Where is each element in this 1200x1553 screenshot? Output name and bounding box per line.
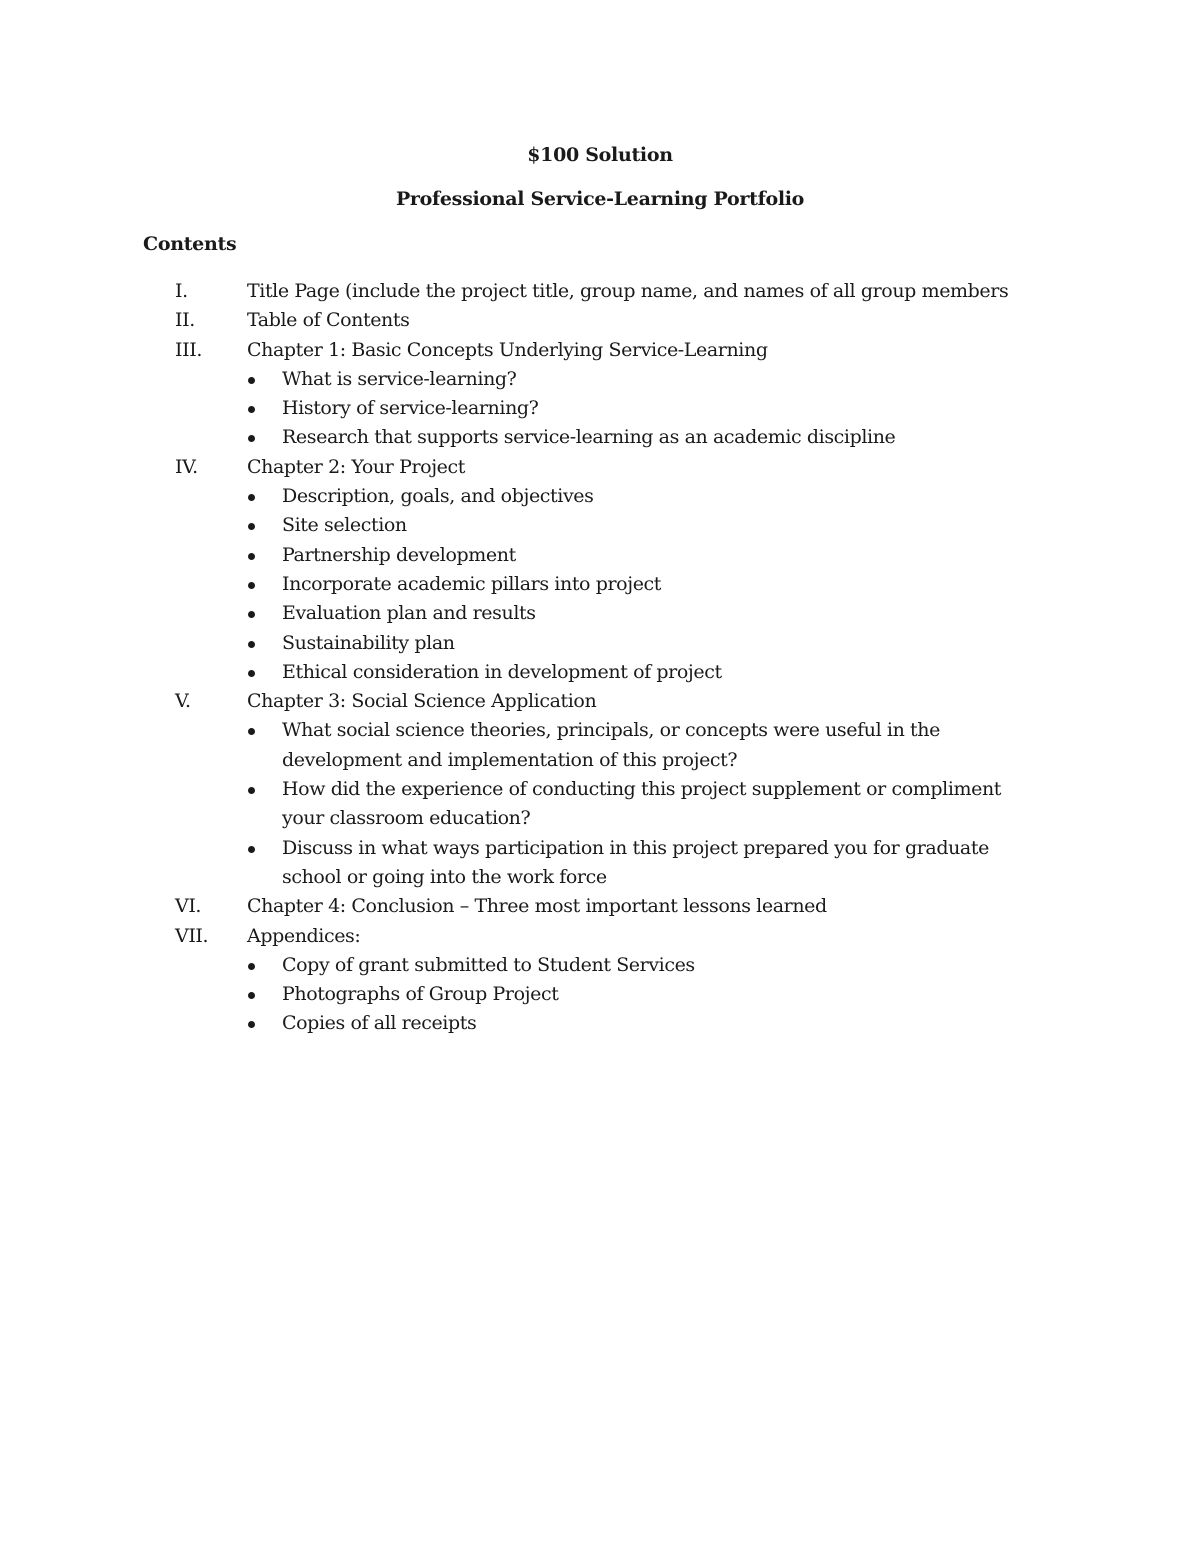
toc-sublist [0,365,1200,453]
bullet-icon [248,406,255,413]
toc-subitem [0,716,1022,775]
toc-subitem-text: Copy of grant submitted to Student Services [282,953,695,976]
toc-subitem-text: Ethical consideration in development of project [282,660,722,683]
toc-item-numeral: VI. [175,895,202,918]
bullet-icon [248,846,255,853]
contents-heading: Contents [143,233,237,255]
bullet-icon [248,435,255,442]
toc-subitem [0,570,1022,599]
bullet-icon [248,494,255,501]
toc-subitem-text: What social science theories, principals, or concepts were useful in the development and implementation of this project? [282,719,940,771]
toc-item-numeral: I. [175,280,188,302]
toc-subitem [0,599,1022,628]
toc-subitem [0,482,1022,511]
toc-subitem-text: Incorporate academic pillars into project [282,572,662,595]
toc-item-label: Appendices: [247,924,361,947]
toc-item-numeral: VII. [175,924,209,947]
bullet-icon [248,377,255,384]
bullet-icon [248,1021,255,1028]
bullet-icon [248,787,255,794]
toc-item-label: Chapter 1: Basic Concepts Underlying Service-Learning [247,338,768,361]
toc-subitem [0,775,1022,834]
toc-item-numeral: II. [175,309,195,332]
toc-subitem [0,629,1022,658]
toc-subitem-text: Photographs of Group Project [282,983,559,1006]
toc-item-numeral: IV. [175,455,198,478]
toc-sublist [0,716,1200,892]
toc-item [0,336,1200,453]
bullet-icon [248,611,255,618]
toc-item [0,306,1200,335]
toc-subitem-text: Copies of all receipts [282,1012,477,1035]
toc-subitem-text: History of service-learning? [282,397,539,420]
toc-subitem-text: Discuss in what ways participation in this project prepared you for graduate school or going into the work force [282,836,989,888]
toc-subitem-text: Partnership development [282,543,516,566]
toc-item-label: Chapter 2: Your Project [247,455,466,478]
toc-item-label: Table of Contents [247,309,410,332]
toc-subitem-text: Evaluation plan and results [282,602,536,625]
toc-subitem-text: Sustainability plan [282,631,455,654]
toc-subitem [0,423,1022,452]
toc-subitem-text: Description, goals, and objectives [282,485,594,508]
toc-subitem-text: How did the experience of conducting this project supplement or compliment your classroom education? [282,778,1002,830]
toc-subitem [0,541,1022,570]
bullet-icon [248,728,255,735]
bullet-icon [248,641,255,648]
bullet-icon [248,582,255,589]
toc-item-label: Title Page (include the project title, group name, and names of all group members [247,280,1009,302]
toc-item [0,277,1200,306]
toc-subitem-text: Research that supports service-learning as an academic discipline [282,426,896,449]
toc-subitem [0,394,1022,423]
toc-subitem-text: Site selection [282,514,407,537]
toc-subitem [0,658,1022,687]
table-of-contents [0,277,1200,1039]
toc-item [0,922,1200,1039]
toc-sublist [0,482,1200,687]
toc-item [0,687,1200,892]
toc-subitem [0,365,1022,394]
bullet-icon [248,523,255,530]
toc-item [0,892,1200,921]
bullet-icon [248,553,255,560]
toc-subitem [0,951,1022,980]
bullet-icon [248,670,255,677]
bullet-icon [248,992,255,999]
toc-sublist [0,951,1200,1039]
toc-item-label: Chapter 3: Social Science Application [247,690,597,713]
bullet-icon [248,963,255,970]
toc-item [0,453,1200,687]
toc-subitem [0,980,1022,1009]
toc-item-label: Chapter 4: Conclusion – Three most important lessons learned [247,895,827,918]
toc-subitem [0,1009,1022,1038]
toc-subitem-text: What is service-learning? [282,367,517,390]
toc-item-numeral: III. [175,338,202,361]
toc-subitem [0,834,1022,893]
document-title: $100 Solution [527,144,673,166]
document-subtitle: Professional Service-Learning Portfolio [395,188,805,210]
toc-subitem [0,511,1022,540]
toc-item-numeral: V. [175,690,191,713]
